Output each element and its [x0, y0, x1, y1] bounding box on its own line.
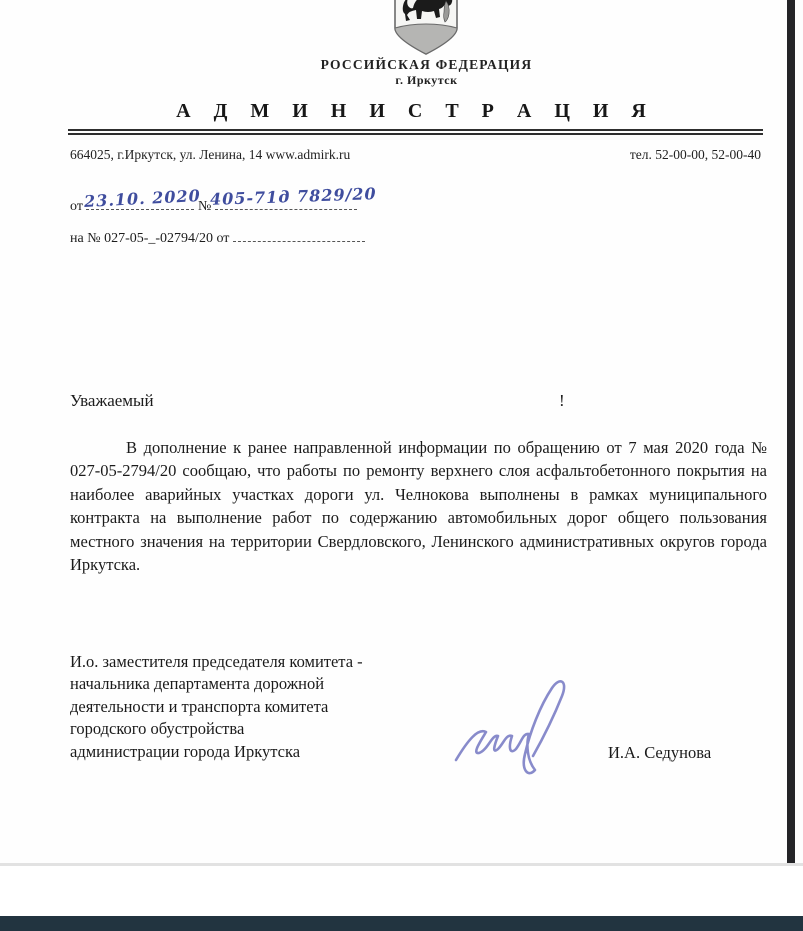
number-label: №: [197, 199, 212, 214]
letterhead-divider: [68, 129, 763, 135]
handwritten-signature: [452, 678, 597, 783]
letter-body-paragraph: В дополнение к ранее направленной информации по обращению от 7 мая 2020 года № 027-05-2794/20 сообщаю, что работы по ремонту верхнего слоя асфальтобетонного покрытия на наиболее аварийных участках дороги ул. Челнокова выполнены в рамках муниципального контракта на выполнение работ по содержанию автомобильных дорог общего пользования местного значения на территории Свердловского, Ленинского административных округов города Иркутска.: [70, 438, 767, 575]
handwritten-number: 405-71д 7829/20: [209, 184, 377, 209]
salutation-greeting: Уважаемый: [70, 391, 154, 410]
reply-label: на № 027-05-_-02794/20 от: [70, 231, 230, 246]
letterhead-organization-title: А Д М И Н И С Т Р А Ц И Я: [176, 100, 655, 122]
incoming-reference-line: [70, 228, 365, 247]
letterhead-city: г. Иркутск: [395, 73, 458, 87]
letterhead-country: РОССИЙСКАЯ ФЕДЕРАЦИЯ: [320, 57, 533, 72]
salutation-line: [70, 391, 765, 411]
signatory-title-line: начальника департамента дорожной: [70, 674, 325, 694]
signatory-title-line: администрации города Иркутска: [70, 741, 301, 761]
letterhead-address: 664025, г.Иркутск, ул. Ленина, 14 www.admirk.ru: [70, 147, 351, 162]
irkutsk-coat-of-arms-icon: [389, 0, 463, 58]
scan-edge-shadow: [787, 0, 795, 864]
salutation-exclamation: !: [559, 391, 565, 410]
signatory-title-line: городского обустройства: [70, 719, 245, 739]
from-label: от: [70, 199, 83, 214]
letterhead-phone: тел. 52-00-00, 52-00-40: [629, 147, 761, 162]
viewer-background: [0, 866, 803, 916]
bottom-taskbar[interactable]: [0, 916, 803, 931]
reply-blank-line: [233, 228, 365, 242]
signatory-title-line: И.о. заместителя председателя комитета -: [70, 652, 363, 671]
signatory-title-block: [70, 651, 363, 763]
letterhead-meta-row: [70, 147, 761, 163]
handwritten-date: 23.10. 2020: [83, 185, 202, 212]
signatory-title-line: деятельности и транспорта комитета: [70, 696, 329, 716]
signatory-name: И.А. Седунова: [608, 743, 712, 762]
